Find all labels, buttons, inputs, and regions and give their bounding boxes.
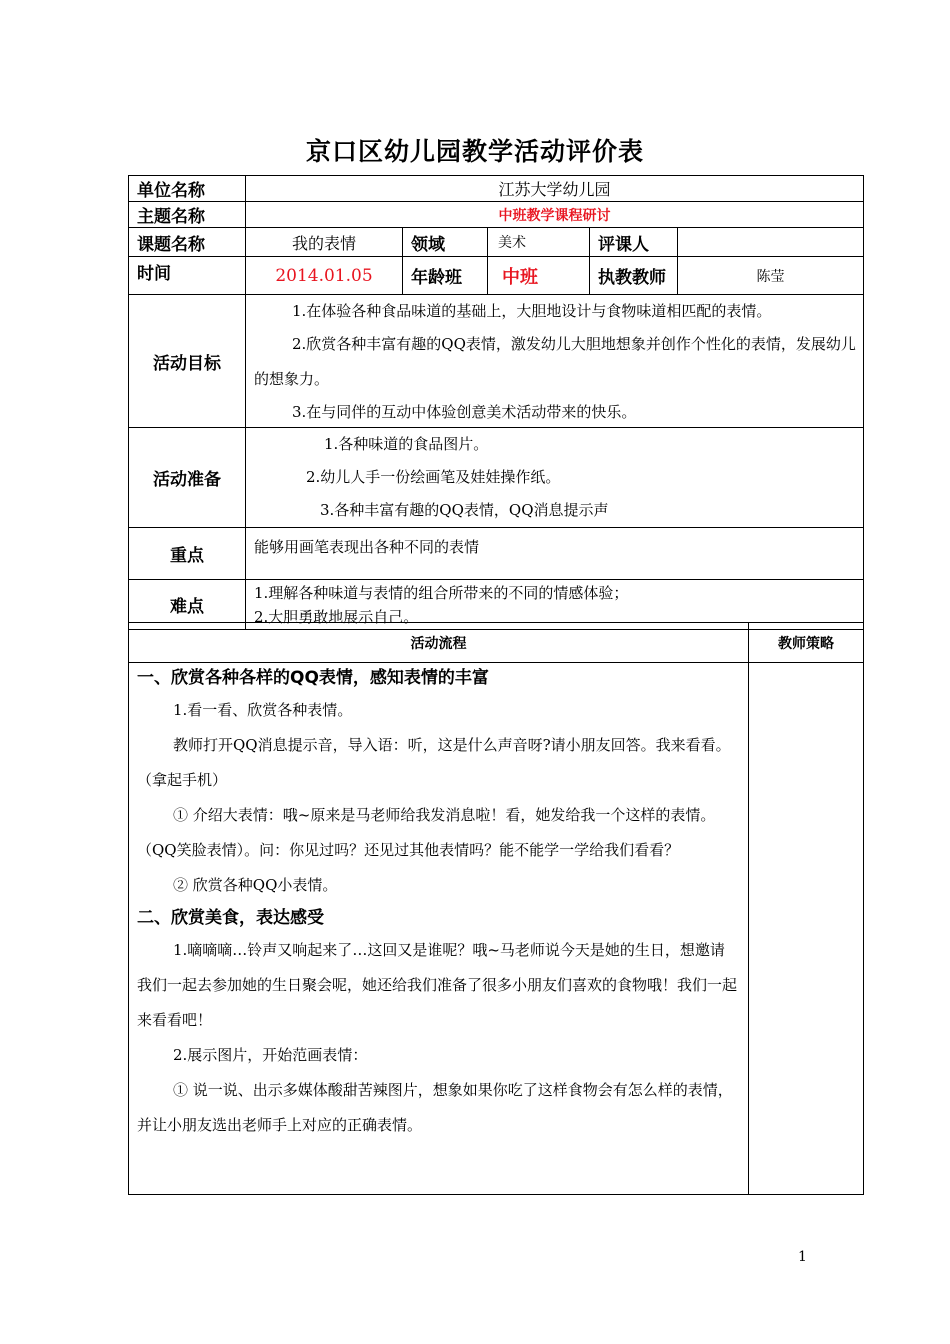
difficulty-item: 2.大胆勇敢地展示自己。	[254, 607, 419, 626]
info-table	[128, 175, 864, 630]
section-title: 一、欣赏各种各样的QQ表情，感知表情的丰富	[137, 668, 489, 688]
prep-content	[246, 428, 864, 528]
flow-table	[128, 622, 864, 1195]
flow-paragraph: ① 说一说、出示多媒体酸甜苦辣图片，想象如果你吃了这样食物会有怎么样的表情，并让小朋友选出老师手上对应的正确表情。	[137, 1081, 733, 1134]
goal-item: 3.在与同伴的互动中体验创意美术活动带来的快乐。	[292, 403, 637, 421]
topic-label: 课题名称	[129, 228, 246, 257]
section-title: 二、欣赏美食，表达感受	[137, 908, 324, 928]
flow-header: 活动流程	[129, 623, 749, 663]
time-label: 时间	[129, 257, 246, 295]
prep-item: 2.幼儿人手一份绘画笔及娃娃操作纸。	[306, 468, 561, 486]
prep-item: 1.各种味道的食品图片。	[324, 435, 489, 453]
domain-value: 美术	[488, 228, 590, 257]
key-text: 能够用画笔表现出各种不同的表情	[246, 528, 864, 580]
class-value: 中班	[488, 257, 590, 295]
teacher-value: 陈莹	[678, 257, 864, 295]
goals-content	[246, 295, 864, 428]
goal-item: 1.在体验各种食品味道的基础上，大胆地设计与食物味道相匹配的表情。	[292, 302, 772, 320]
page-title: 京口区幼儿园教学活动评价表	[305, 137, 644, 166]
difficulty-label: 难点	[129, 580, 246, 630]
theme-label: 主题名称	[129, 202, 246, 228]
unit-value: 江苏大学幼儿园	[246, 176, 864, 202]
topic-value: 我的表情	[246, 228, 403, 257]
teacher-label: 执教教师	[590, 257, 678, 295]
flow-content	[129, 663, 749, 1195]
flow-paragraph: 2.展示图片，开始范画表情：	[173, 1046, 368, 1064]
difficulty-item: 1.理解各种味道与表情的组合所带来的不同的情感体验；	[254, 583, 629, 602]
prep-label: 活动准备	[129, 428, 246, 528]
reviewer-value	[678, 228, 864, 257]
flow-paragraph: 1.嘀嘀嘀…铃声又响起来了…这回又是谁呢？哦~马老师说今天是她的生日，想邀请我们一起去参加她的生日聚会呢，她还给我们准备了很多小朋友们喜欢的食物哦！我们一起来看看吧！	[137, 941, 738, 1029]
key-label: 重点	[129, 528, 246, 580]
prep-item: 3.各种丰富有趣的QQ表情，QQ消息提示声	[320, 501, 609, 519]
flow-paragraph: ① 介绍大表情：哦~原来是马老师给我发消息啦！看，她发给我一个这样的表情。（QQ笑脸表情）。问：你见过吗？还见过其他表情吗？能不能学一学给我们看看？	[137, 806, 716, 859]
reviewer-label: 评课人	[590, 228, 678, 257]
page-number: 1	[798, 1249, 807, 1265]
strategy-content	[749, 663, 864, 1195]
goals-label: 活动目标	[129, 295, 246, 428]
strategy-header: 教师策略	[749, 623, 864, 663]
flow-paragraph: ② 欣赏各种QQ小表情。	[173, 876, 338, 894]
domain-label: 领域	[403, 228, 488, 257]
class-label: 年龄班	[403, 257, 488, 295]
flow-paragraph: 1.看一看、欣赏各种表情。	[173, 701, 353, 719]
goal-item: 2.欣赏各种丰富有趣的QQ表情，激发幼儿大胆地想象并创作个性化的表情，发展幼儿的想象力。	[254, 335, 856, 388]
time-value: 2014.01.05	[246, 257, 403, 295]
theme-value: 中班教学课程研讨	[246, 202, 864, 228]
unit-label: 单位名称	[129, 176, 246, 202]
flow-paragraph: 教师打开QQ消息提示音，导入语：听，这是什么声音呀?请小朋友回答。我来看看。（拿起手机）	[137, 736, 731, 789]
